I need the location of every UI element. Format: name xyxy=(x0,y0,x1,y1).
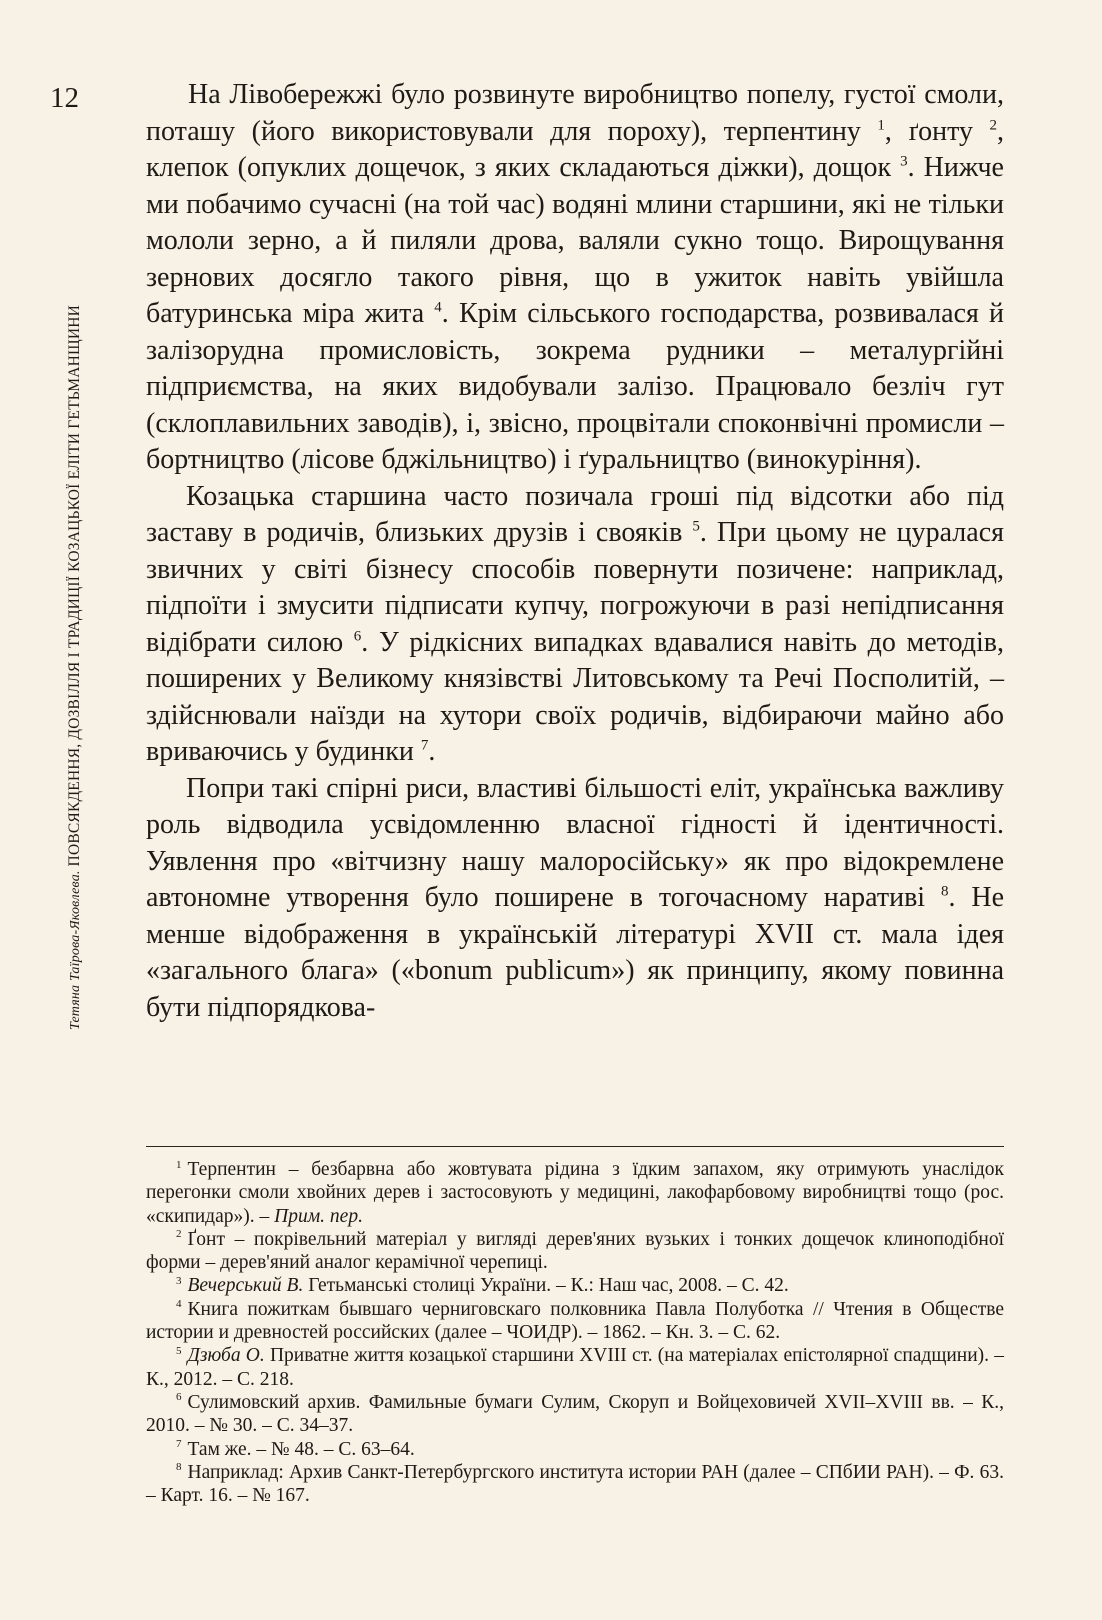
running-head-title: ПОВСЯКДЕННЯ, ДОЗВІЛЛЯ І ТРАДИЦІЇ КОЗАЦЬКОЇ ЕЛІТИ ГЕТЬМАНЩИНИ xyxy=(66,304,83,867)
footnote-6 xyxy=(146,1391,1004,1438)
paragraph-text: . У рідкісних випадках вдавалися навіть до методів, поширених у Великому князівстві Литовському та Речі Посполитій, – здійснювали наїзди на хутори своїх родичів, відбираючи майно або вриваючись у будинки xyxy=(146,626,1005,767)
footnote-number: 6 xyxy=(176,1391,182,1404)
footnote-ref-2[interactable]: 2 xyxy=(989,117,997,134)
paragraph-text: . Крім сільського господарства, розвивалася й залізорудна промисловість, зокрема рудники – металургійні підприємства, на яких видобували залізо. Працювало безліч гут (склоплавильних заводів), і, звісно, процвітали споконвічні промисли – бортництво (лісове бджільництво) і ґуральництво (винокуріння). xyxy=(146,298,1004,475)
running-head xyxy=(60,130,90,1030)
paragraph-text: , клепок (опуклих дощечок, з яких складаються діжки), дощок xyxy=(146,115,1004,183)
footnote-text: Терпентин – безбарвна або жовтувата рідина з їдким запахом, яку отримують унаслідок перегонки смоли хвойних дерев і застосовують у медицині, лакофарбовому виробництві тощо (рос. «скипидар»). – xyxy=(146,1159,1004,1227)
running-head-author: Тетяна Таїрова-Яковлева. xyxy=(68,870,83,1030)
footnote-text: Там же. – № 48. – С. 63–64. xyxy=(187,1438,415,1460)
paragraph-text: Козацька старшина часто позичала гроші під відсотки або під заставу в родичів, близьких друзів і свояків xyxy=(146,480,1004,548)
footnote-text: Гетьманські столиці України. – К.: Наш час, 2008. – С. 42. xyxy=(303,1275,789,1297)
footnote-ref-7[interactable]: 7 xyxy=(420,737,429,754)
footnote-text: Ґонт – покрівельний матеріал у вигляді дерев'яних вузьких і тонких дощечок клиноподібної форми – дерев'яний аналог керамічної черепиці. xyxy=(146,1228,1004,1274)
footnote-8 xyxy=(146,1461,1004,1508)
footnote-number: 3 xyxy=(176,1274,182,1287)
footnote-ref-1[interactable]: 1 xyxy=(877,117,885,134)
footnote-text: Наприклад: Архив Санкт-Петербургского института истории РАН (далее – СПбИИ РАН). – Ф. 63. – Карт. 16. – № 167. xyxy=(146,1461,1004,1507)
footnote-text: Сулимовский архив. Фамильные бумаги Сулим, Скоруп и Войцеховичей XVII–XVIII вв. – К., 2010. – № 30. – С. 34–37. xyxy=(146,1391,1004,1437)
footnote-ref-6[interactable]: 6 xyxy=(353,628,362,645)
footnote-number: 7 xyxy=(176,1438,182,1451)
page-number: 12 xyxy=(50,82,79,114)
paragraph-2 xyxy=(146,479,1004,771)
main-text xyxy=(146,77,1004,1026)
footnote-ref-3[interactable]: 3 xyxy=(900,153,908,170)
footnote-number: 5 xyxy=(176,1344,182,1357)
footnote-1 xyxy=(146,1158,1004,1228)
paragraph-text: Попри такі спірні риси, властиві більшості еліт, українська важливу роль відводила усвідомленню власної гідності й ідентичності. Уявлення про «вітчизну нашу малоросійську» як про відокремлене автономне утворення було поширене в тогочасному наративі xyxy=(146,772,1004,913)
footnote-number: 8 xyxy=(176,1461,182,1474)
footnote-4 xyxy=(146,1298,1004,1345)
footnote-7 xyxy=(146,1438,1004,1461)
footnote-2 xyxy=(146,1228,1004,1275)
footnote-author: Дзюба О. xyxy=(187,1345,265,1367)
footnote-author: Вечерський В. xyxy=(187,1275,304,1297)
paragraph-text: . Нижче ми побачимо сучасні (на той час) водяні млини старшини, які не тільки мололи зерно, а й пиляли дрова, валяли сукно тощо. Вирощування зернових досягло такого рівня, що в ужиток навіть увійшла батуринська міра жита xyxy=(146,152,1004,329)
paragraph-1 xyxy=(146,77,1004,479)
paragraph-text: . Не менше відображення в українській літературі XVII ст. мала ідея «загального блага» («bonum publicum») як принципу, якому повинна бути підпорядкова- xyxy=(146,882,1004,1023)
paragraph-text: , ґонту xyxy=(884,115,990,147)
footnote-ref-5[interactable]: 5 xyxy=(692,518,700,535)
footnote-number: 1 xyxy=(176,1158,182,1171)
paragraph-text: . При цьому не цуралася звичних у світі бізнесу способів повернути позичене: наприклад, підпоїти і змусити підписати купчу, погрожуючи в разі непідписання відібрати силою xyxy=(146,517,1005,658)
footnote-ref-4[interactable]: 4 xyxy=(434,299,442,316)
paragraph-text: . xyxy=(428,736,436,767)
paragraph-3 xyxy=(146,771,1004,1027)
footnotes xyxy=(146,1158,1004,1507)
footnote-note: Прим. пер. xyxy=(274,1205,363,1227)
footnote-number: 4 xyxy=(176,1298,182,1311)
footnote-3 xyxy=(146,1274,1004,1297)
footnote-number: 2 xyxy=(176,1228,182,1241)
paragraph-text: На Лівобережжі було розвинуте виробництво попелу, густої смоли, поташу (його використовували для пороху), терпентину xyxy=(146,79,1004,147)
footnote-5 xyxy=(146,1344,1004,1391)
footnote-text: Книга пожиткам бывшаго черниговскаго полковника Павла Полуботка // Чтения в Обществе истории и древностей российских (далее – ЧОИДР). – 1862. – Кн. 3. – С. 62. xyxy=(146,1298,1004,1344)
footnote-text: Приватне життя козацької старшини XVIII ст. (на матеріалах епістолярної спадщини). – К., 2012. – С. 218. xyxy=(146,1345,1004,1390)
footnote-ref-8[interactable]: 8 xyxy=(940,883,949,900)
footnote-divider xyxy=(146,1146,1004,1147)
